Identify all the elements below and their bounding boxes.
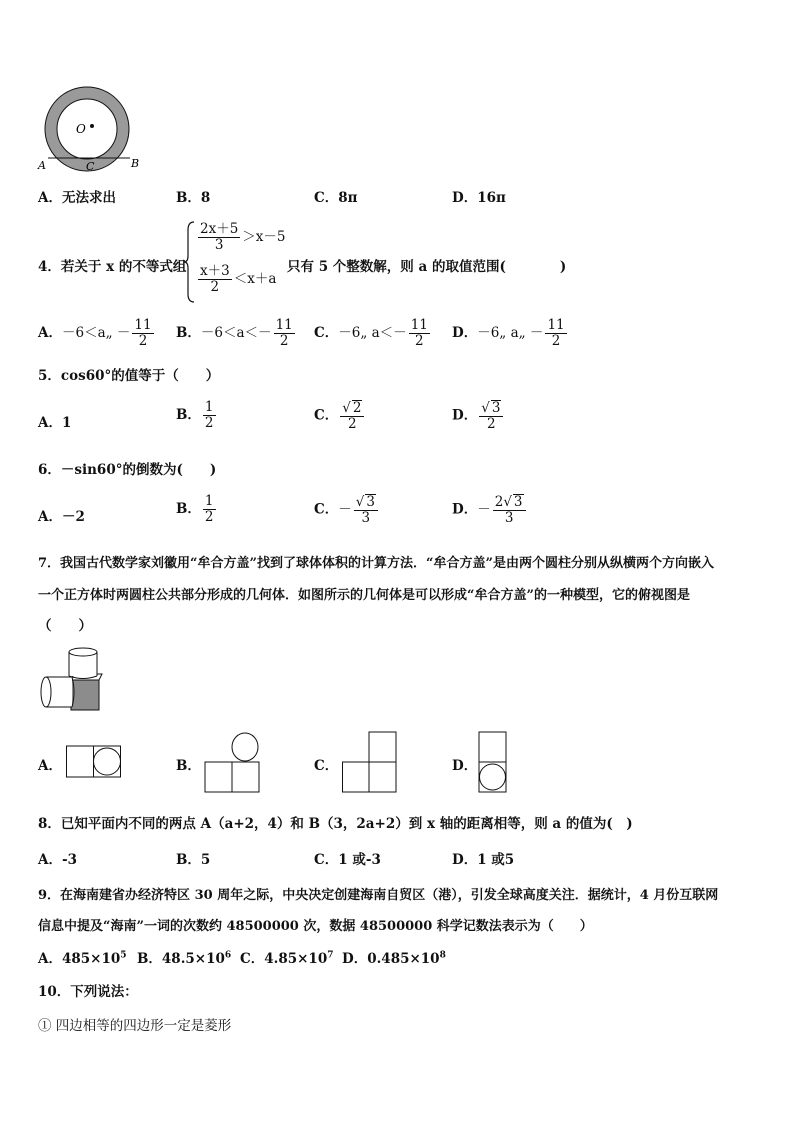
q8-option-a: A．-3 — [38, 852, 77, 868]
q9-line-1: 9．在海南建省办经济特区 30 周年之际，中央决定创建海南自贸区（港），引发全球高度关注．据统计，4 月份互联网 — [38, 888, 719, 903]
q7-option-a: A． — [38, 758, 62, 774]
q6-option-d: D．－ $\frac{2√ 3}{3}$ — [452, 494, 528, 526]
q9-line-2: 信息中提及“海南”一词的次数约 48500000 次，数据 48500000 科学记数法表示为（ ） — [38, 919, 593, 934]
label-b: B — [131, 157, 140, 170]
q9-option-b: B．$48.5\times 10^6$ — [137, 950, 232, 967]
q3-option-c: C．8π — [314, 190, 358, 206]
q5-option-b: B． $\frac{1}{2}$ — [176, 399, 214, 431]
q5-stem: 5．cos60°的值等于（ ） — [38, 368, 220, 384]
inequality-1: $\frac{2x+5}{3}$ ＞x－5 — [200, 221, 286, 253]
q7-line-2: 一个正方体时两圆柱公共部分形成的几何体．如图所示的几何体是可以形成“牟合方盖”的一种模型，它的俯视图是 — [38, 588, 690, 603]
q9-option-a: A．$485\times 10^5$ — [38, 950, 127, 967]
q3-option-b: B．8 — [176, 190, 211, 206]
q8-stem: 8．已知平面内不同的两点 A（a+2，4）和 B（3，2a+2）到 x 轴的距离相等，则 a 的值为( ) — [38, 816, 633, 832]
q7-option-a-figure — [66, 745, 122, 779]
q7-line-1: 7．我国古代数学家刘徽用“牟合方盖”找到了球体体积的计算方法．“牟合方盖”是由两个圆柱分别从纵横两个方向嵌入 — [38, 556, 714, 571]
system-brace — [184, 220, 196, 304]
q6-option-b: B． $\frac{1}{2}$ — [176, 493, 214, 525]
q9-option-c: C．$4.85\times 10^7$ — [240, 950, 334, 967]
label-a: A — [38, 159, 46, 172]
q10-stem: 10．下列说法： — [38, 984, 138, 1000]
center-point — [90, 124, 94, 128]
q4-option-c: C．－6„ a＜－ $\frac{11}{2}$ — [314, 317, 428, 349]
q5-option-a: A．1 — [38, 415, 72, 431]
q7-option-c: C． — [314, 758, 339, 774]
q4-option-b: B．－6＜a＜－ $\frac{11}{2}$ — [176, 317, 293, 349]
q9-option-d: D．$0.485\times 10^8$ — [342, 950, 446, 967]
q4-suffix: 只有 5 个整数解，则 a 的取值范围( ) — [287, 259, 567, 275]
q7-option-d-figure — [478, 731, 508, 793]
q3-option-a: A．无法求出 — [38, 190, 116, 206]
q8-option-b: B．5 — [176, 852, 211, 868]
annulus-figure — [34, 86, 146, 176]
q6-option-c: C．－ $\frac{√ 3}{3}$ — [314, 494, 380, 526]
q4-prefix: 4．若关于 x 的不等式组 — [38, 259, 187, 275]
q10-item-1: ① 四边相等的四边形一定是菱形 — [38, 1018, 232, 1034]
q6-option-a: A．－2 — [38, 509, 85, 525]
q4-option-d: D．－6„ a„ － $\frac{11}{2}$ — [452, 317, 565, 349]
q5-option-c: C． $\frac{√ 2}{2}$ — [314, 400, 366, 432]
q7-line-3: （ ） — [38, 618, 92, 634]
q7-option-b-figure — [204, 731, 262, 793]
q7-option-b: B． — [176, 758, 201, 774]
inequality-2: $\frac{x+3}{2}$ ＜x＋a — [200, 263, 277, 295]
q8-option-c: C．1 或-3 — [314, 852, 381, 868]
q7-option-c-figure — [342, 731, 398, 793]
cylinder-cube-model — [38, 644, 108, 714]
label-o: O — [76, 122, 86, 136]
label-c: C — [86, 160, 95, 173]
q7-option-d: D． — [452, 758, 478, 774]
q3-option-d: D．16π — [452, 190, 506, 206]
q6-stem: 6．－sin60°的倒数为( ) — [38, 462, 217, 478]
q8-option-d: D．1 或5 — [452, 852, 515, 868]
q5-option-d: D． $\frac{√ 3}{2}$ — [452, 400, 505, 432]
q4-option-a: A．－6＜a„ － $\frac{11}{2}$ — [38, 317, 152, 349]
